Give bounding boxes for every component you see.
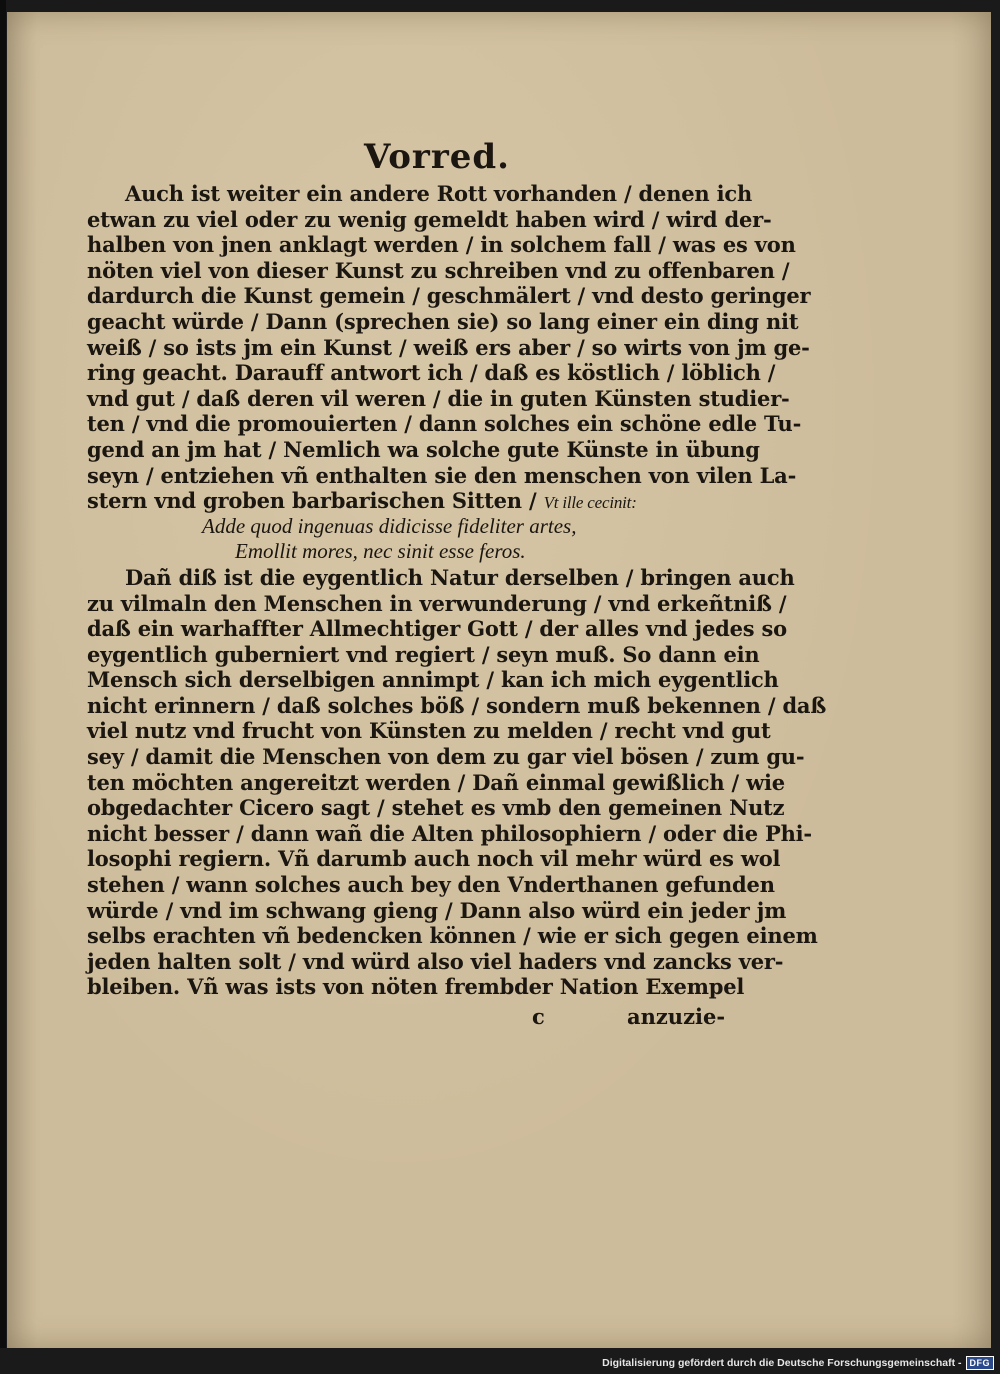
text-line: Auch ist weiter ein andere Rott vorhanden / denen ich bbox=[125, 181, 753, 206]
scan-border bbox=[0, 0, 6, 1348]
text-line: sey / damit die Menschen von dem zu gar viel bösen / zum gu- bbox=[87, 744, 805, 770]
text-line: gend an jm hat / Nemlich wa solche gute Künste in übung bbox=[87, 436, 760, 462]
text-line: ten möchten angereitzt werden / Dañ einmal gewißlich / wie bbox=[87, 769, 785, 795]
latin-verse-line: Adde quod ingenuas didicisse fideliter artes, bbox=[202, 513, 577, 538]
signature-mark: c bbox=[532, 1004, 545, 1029]
text-line: eygentlich guberniert vnd regiert / seyn muß. So dann ein bbox=[87, 641, 760, 667]
text-line: nöten viel von dieser Kunst zu schreiben vnd zu offenbaren / bbox=[87, 257, 790, 283]
text-block bbox=[87, 137, 827, 1034]
text-line: viel nutz vnd frucht von Künsten zu melden / recht vnd gut bbox=[87, 718, 771, 744]
digitization-credit bbox=[602, 1356, 994, 1370]
book-page bbox=[7, 12, 991, 1348]
text-line: losophi regiern. Vñ darumb auch noch vil mehr würd es wol bbox=[87, 846, 781, 872]
text-line: Mensch sich derselbigen annimpt / kan ich mich eygentlich bbox=[87, 667, 779, 693]
text-line: obgedachter Cicero sagt / stehet es vmb den gemeinen Nutz bbox=[87, 795, 785, 821]
text-line: vnd gut / daß deren vil weren / die in guten Künsten studier- bbox=[87, 385, 790, 411]
page-footer bbox=[87, 1004, 747, 1034]
text-line: seyn / entziehen vñ enthalten sie den menschen von vilen La- bbox=[87, 462, 797, 488]
text-line-fraktur: stern vnd groben barbarischen Sitten / bbox=[87, 488, 537, 514]
text-line: ring geacht. Darauff antwort ich / daß es köstlich / löblich / bbox=[87, 360, 776, 386]
text-line: zu vilmaln den Menschen in verwunderung / vnd erkeñtniß / bbox=[87, 590, 787, 616]
text-line: stehen / wann solches auch bey den Vnderthanen gefunden bbox=[87, 872, 775, 898]
text-line: ten / vnd die promouierten / dann solches ein schöne edle Tu- bbox=[87, 411, 802, 437]
dfg-logo-icon: DFG bbox=[966, 1356, 995, 1370]
text-line: geacht würde / Dann (sprechen sie) so lang einer ein ding nit bbox=[87, 308, 799, 334]
text-line: selbs erachten vñ bedencken können / wie er sich gegen einem bbox=[87, 923, 818, 949]
text-line: weiß / so ists jm ein Kunst / weiß ers aber / so wirts von jm ge- bbox=[87, 334, 810, 360]
text-line: jeden halten solt / vnd würd also viel haders vnd zancks ver- bbox=[87, 948, 784, 974]
catchword: anzuzie- bbox=[627, 1004, 726, 1029]
text-line: Dañ diß ist die eygentlich Natur derselben / bringen auch bbox=[125, 564, 795, 590]
text-line: nicht erinnern / daß solches böß / sondern muß bekennen / daß bbox=[87, 692, 827, 718]
running-head: Vorred. bbox=[363, 137, 510, 177]
text-line: würde / vnd im schwang gieng / Dann also würd ein jeder jm bbox=[87, 897, 787, 923]
text-line bbox=[87, 488, 747, 514]
latin-verse-line: Emollit mores, nec sinit esse feros. bbox=[235, 539, 526, 564]
text-line: nicht besser / dann wañ die Alten philosophiern / oder die Phi- bbox=[87, 820, 812, 846]
text-line: etwan zu viel oder zu wenig gemeldt haben wird / wird der- bbox=[87, 206, 772, 232]
credit-text: Digitalisierung gefördert durch die Deutsche Forschungsgemeinschaft - bbox=[602, 1357, 962, 1369]
latin-quote-intro: Vt ille cecinit: bbox=[543, 493, 637, 513]
text-line: daß ein warhaffter Allmechtiger Gott / der alles vnd jedes so bbox=[87, 616, 787, 642]
text-line: bleiben. Vñ was ists von nöten frembder Nation Exempel bbox=[87, 974, 745, 1000]
text-line: dardurch die Kunst gemein / geschmälert / vnd desto geringer bbox=[87, 283, 811, 309]
text-line: halben von jnen anklagt werden / in solchem fall / was es von bbox=[87, 232, 796, 258]
